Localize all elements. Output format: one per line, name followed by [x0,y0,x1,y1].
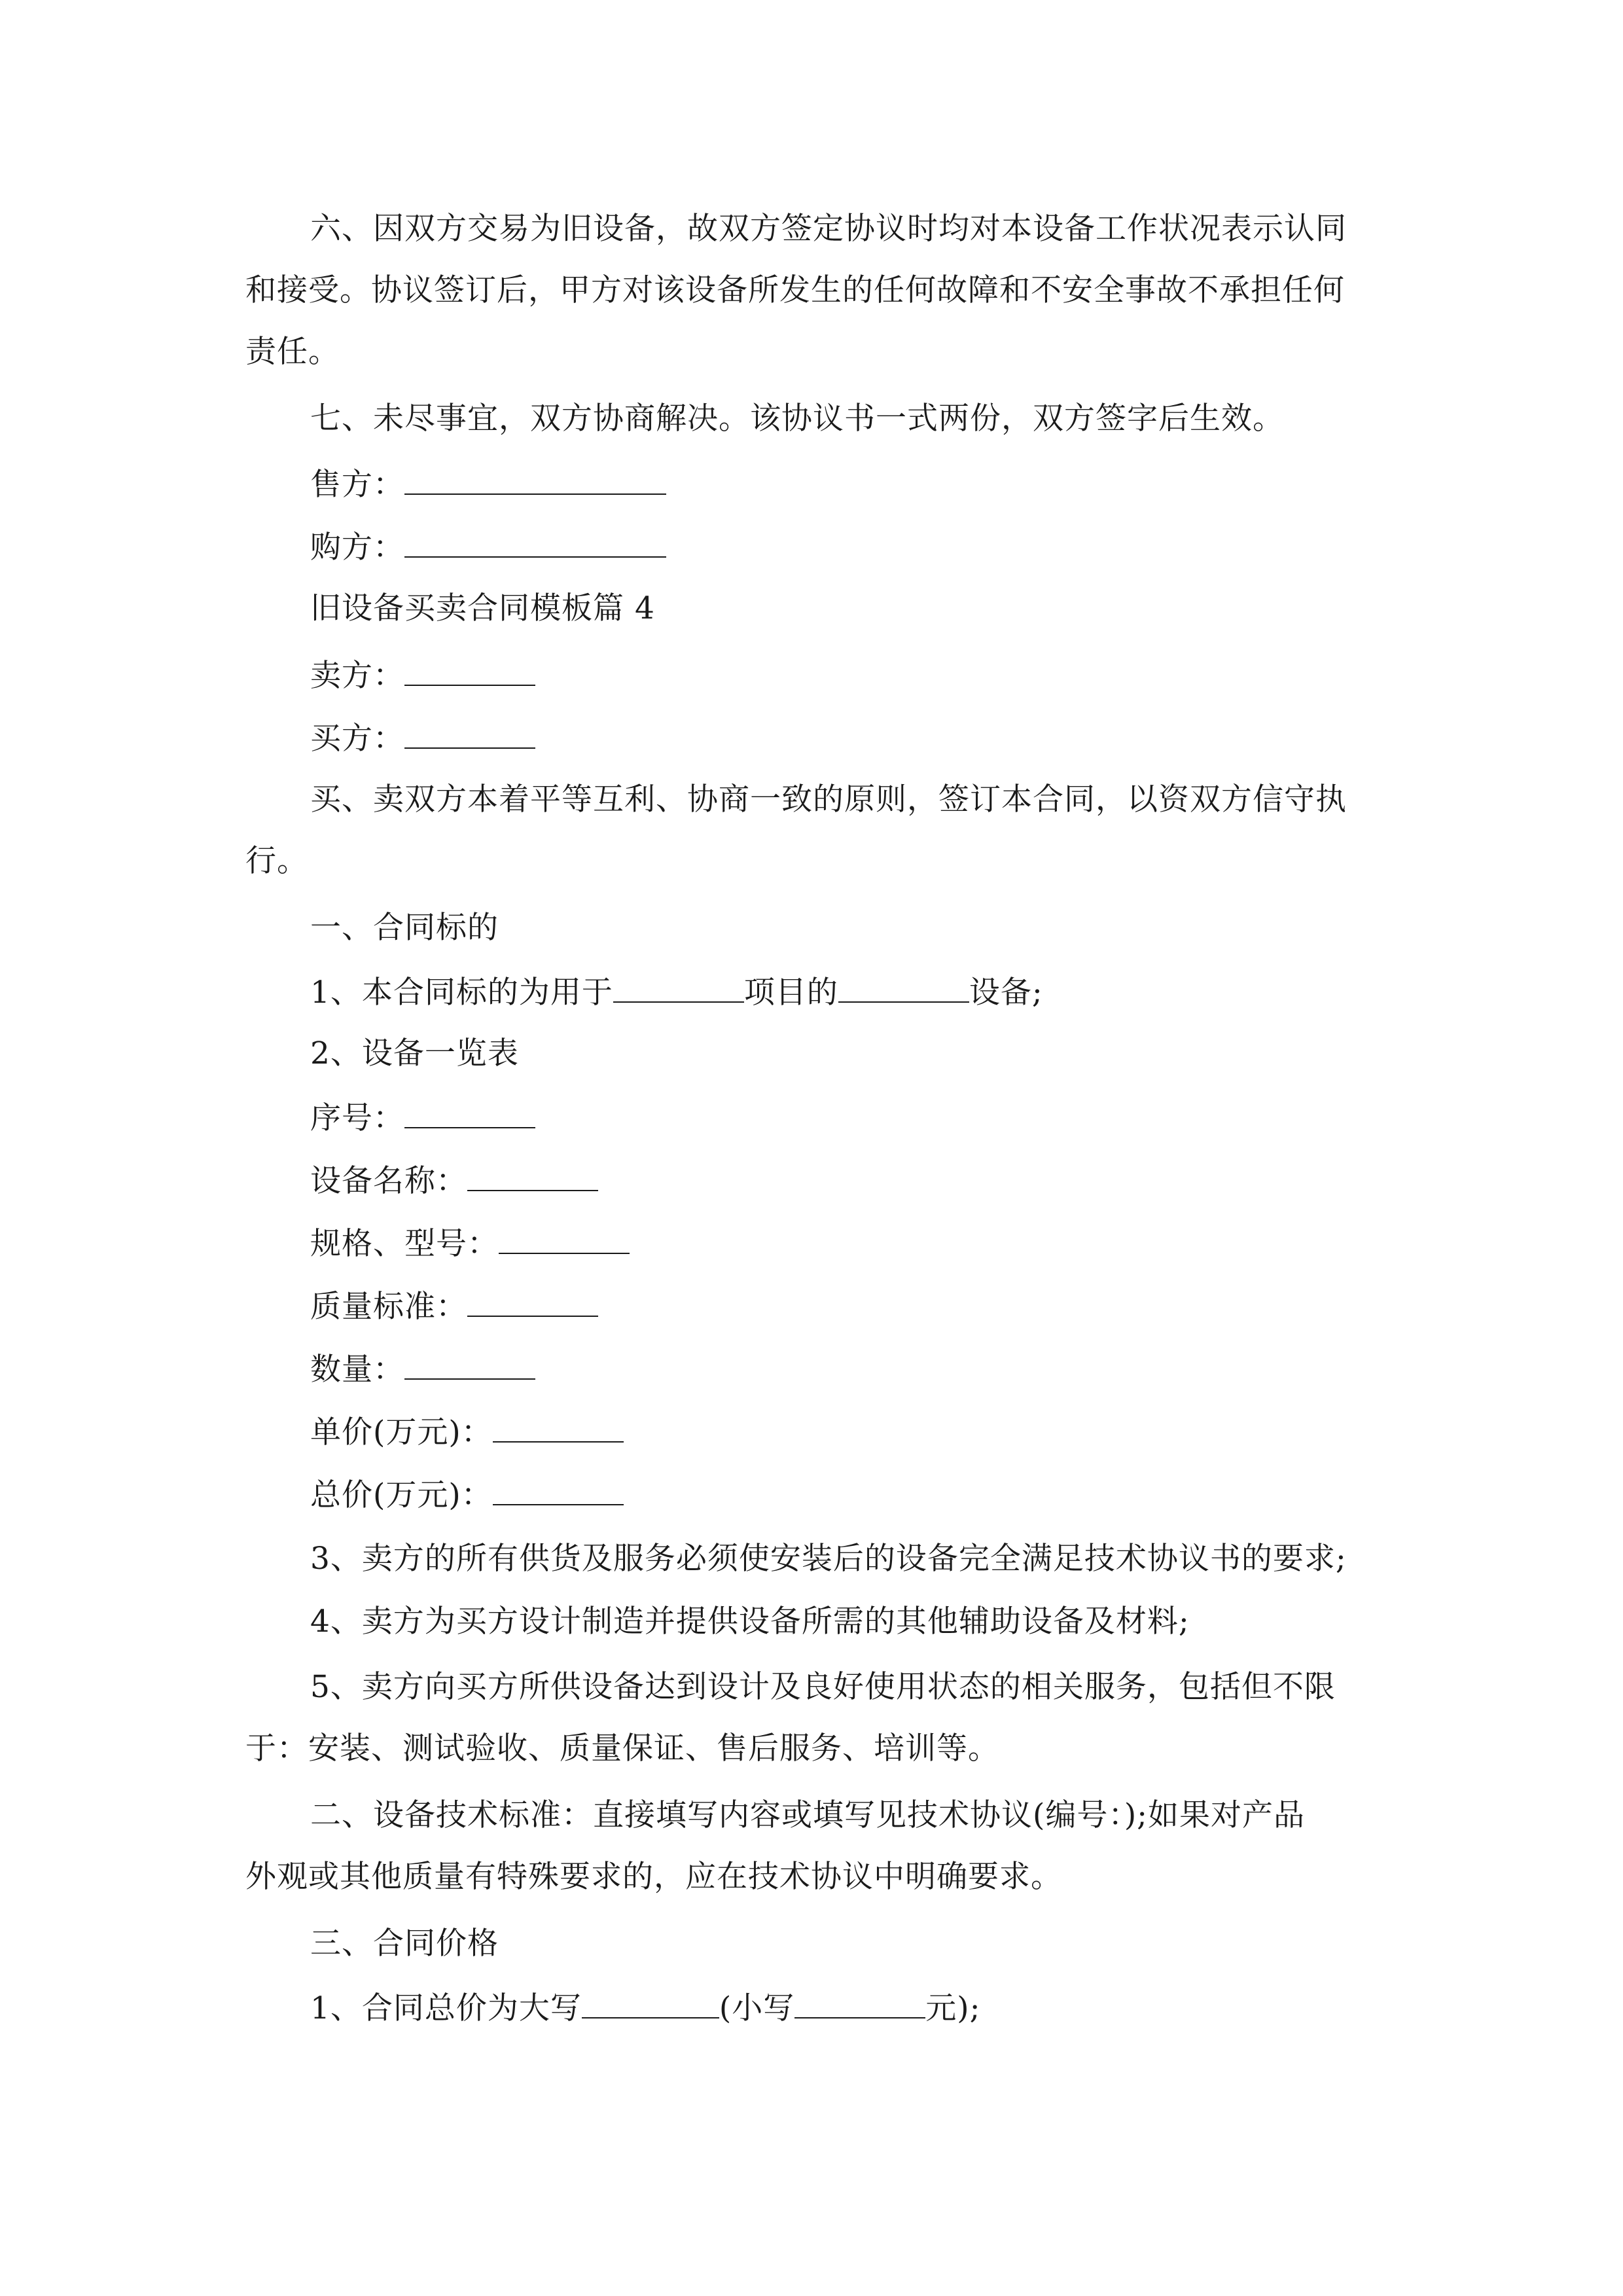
paragraph-six-line-3: 责任。 [245,334,340,370]
field-total-price-blank [493,1474,624,1505]
field-spec-label: 规格、型号： [310,1226,499,1262]
heading-contract-subject: 一、合同标的 [310,910,499,946]
project-blank [613,971,744,1003]
price-text-a: 1、合同总价为大写 [310,1990,582,2026]
item-1 [310,971,1043,1013]
heading-tech-standard-line-1: 二、设备技术标准：直接填写内容或填写见技术协议(编号：);如果对产品 [310,1797,1306,1833]
seller-name-label: 卖方： [310,658,404,694]
paragraph-seven: 七、未尽事宜，双方协商解决。该协议书一式两份，双方签字后生效。 [310,401,1284,437]
field-quality-blank [467,1285,598,1317]
buyer-signature-blank [404,526,666,558]
price-text-c: 元); [925,1990,981,2026]
item-5-line-2: 于：安装、测试验收、质量保证、售后服务、培训等。 [245,1731,999,1767]
field-name-blank [467,1160,598,1191]
price-uppercase-blank [582,1987,719,2018]
field-qty-blank [404,1348,535,1380]
item-3: 3、卖方的所有供货及服务必须使安装后的设备完全满足技术协议书的要求; [310,1541,1347,1577]
field-name-label: 设备名称： [310,1163,467,1199]
seller-signature-line [310,463,666,505]
seller-label: 售方： [310,467,404,503]
price-line [310,1987,980,2028]
paragraph-six-line-1: 六、因双方交易为旧设备，故双方签定协议时均对本设备工作状况表示认同 [310,211,1347,247]
intro-line-2: 行。 [245,843,308,879]
field-spec-blank [499,1223,630,1254]
field-serial [310,1097,535,1138]
field-unit-price-label: 单价(万元)： [310,1414,493,1450]
field-total-price [310,1474,624,1515]
price-lowercase-blank [794,1987,925,2018]
item-1-text-c: 设备; [969,975,1043,1011]
field-unit-price [310,1411,624,1452]
field-quality-label: 质量标准： [310,1289,467,1325]
field-qty-label: 数量： [310,1352,404,1388]
field-qty [310,1348,535,1390]
item-4: 4、卖方为买方设计制造并提供设备所需的其他辅助设备及材料; [310,1604,1190,1640]
field-total-price-label: 总价(万元)： [310,1477,493,1513]
section-title: 旧设备买卖合同模板篇 4 [310,590,655,626]
item-1-text-a: 1、本合同标的为用于 [310,975,613,1011]
buyer-name-line [310,717,535,759]
item-5-line-1: 5、卖方向买方所供设备达到设计及良好使用状态的相关服务，包括但不限 [310,1669,1336,1705]
heading-contract-price: 三、合同价格 [310,1926,499,1962]
item-2: 2、设备一览表 [310,1035,519,1071]
field-spec [310,1223,630,1264]
buyer-signature-line [310,526,666,567]
buyer-name-blank [404,717,535,749]
paragraph-six-line-2: 和接受。协议签订后，甲方对该设备所发生的任何故障和不安全事故不承担任何 [245,272,1345,308]
field-serial-label: 序号： [310,1100,404,1136]
intro-line-1: 买、卖双方本着平等互利、协商一致的原则，签订本合同，以资双方信守执 [310,781,1347,817]
equipment-blank [838,971,969,1003]
seller-signature-blank [404,463,666,495]
seller-name-line [310,655,535,696]
heading-tech-standard-line-2: 外观或其他质量有特殊要求的，应在技术协议中明确要求。 [245,1859,1062,1895]
seller-name-blank [404,655,535,686]
field-name [310,1160,598,1201]
buyer-label: 购方： [310,529,404,565]
field-serial-blank [404,1097,535,1128]
price-text-b: (小写 [719,1990,795,2026]
buyer-name-label: 买方： [310,721,404,757]
field-unit-price-blank [493,1411,624,1443]
field-quality [310,1285,598,1327]
item-1-text-b: 项目的 [743,975,838,1011]
